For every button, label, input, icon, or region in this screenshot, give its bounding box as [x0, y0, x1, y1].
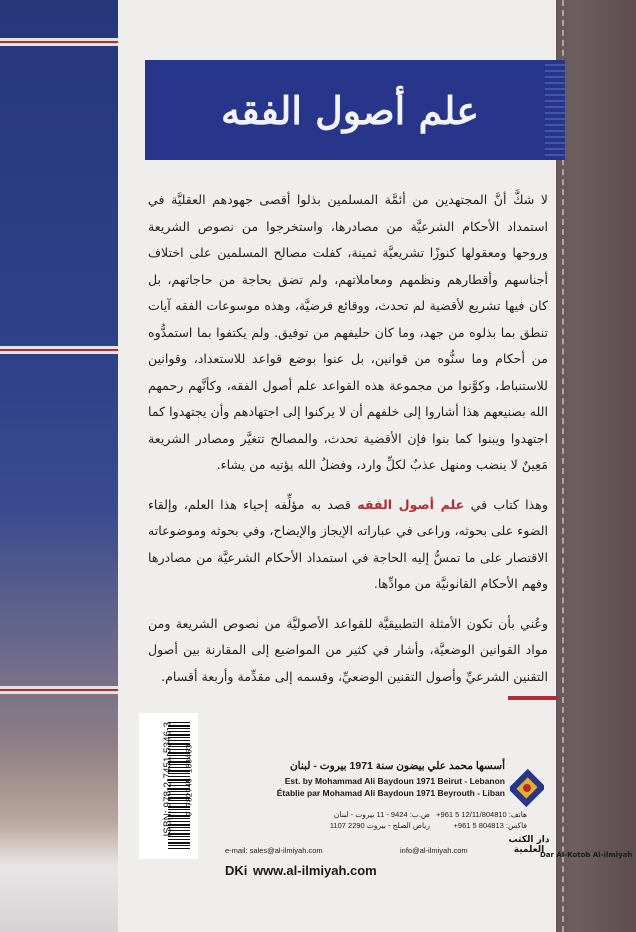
- barcode-digits: 9 782745 153463: [185, 744, 195, 817]
- book-title: علم أصول الفقه: [220, 87, 480, 133]
- website-text: www.al-ilmiyah.com: [252, 863, 377, 878]
- publisher-arabic-line: أسسها محمد علي بيضون سنة 1971 بيروت - لبنان: [289, 760, 505, 772]
- blurb-paragraph-3: وعُني بأن تكون الأمثلة التطبيقيَّة للقواعد الأصوليَّة من نصوص الشريعة ومن مواد القوانين الوضعيَّة، وأشار في كثير من المواضيع إلى المقارنة بين أصول التقنين الشرعيِّ وأصول التقنين الوضعيِّ، وقسمه إلى مقدِّمة وأربعة أقسام.: [148, 615, 548, 684]
- publisher-french-line: Établie par Mohamad Ali Baydoun 1971 Beyrouth - Liban: [276, 788, 505, 798]
- publisher-fax: فاكس: 804813 5 961+: [453, 821, 527, 830]
- spine-stripe-bottom: [0, 686, 118, 694]
- blue-spine-band: [0, 0, 118, 932]
- blurb-text: [148, 187, 548, 703]
- blurb-p2-start: وهذا كتاب في: [464, 496, 548, 512]
- publisher-email: e-mail: sales@al-ilmiyah.com: [225, 846, 323, 855]
- publisher-web-line: [225, 858, 377, 881]
- publisher-address-2: رياض الصلح - بيروت 2290 1107: [329, 821, 430, 830]
- dki-logo-text: DKi: [225, 863, 248, 878]
- spine-stripe-top: [0, 38, 118, 46]
- publisher-name-arabic: دار الكتب العلمية: [508, 835, 550, 855]
- blurb-paragraph-1: لا شكَّ أنَّ المجتهدين من أئمَّة المسلمين بذلوا أقصى جهودهم العقليَّة في استمداد الأحكام الشرعيَّة من مصادرها، واستخرجوا من نصوص الشريعة وروحها ومعقولها كنوزًا تشريعيَّة ثمينة، كفلت مصالح المسلمين على اختلاف أجناسهم وأقطارهم ونظمهم ومعاملاتهم، ولم تضق بحاجة من حاجاتهم، بل كان فيها تشريع لأقضية لم تحدث، ووقائع فرضيَّة، وهذه موسوعات الفقه آيات تنطق بما بذلوه من جهد، وما كان حليفهم من توفيق. ولم يكتفوا بما استمدُّوه من أحكام وما سنُّوه من قوانين، بل عنوا بوضع قواعد للاستعداد، وقوانين للاستنباط، وكوَّنوا من مجموعة هذه القواعد علم أصول الفقه، وكأنَّهم رحمهم الله بصنيعهم هذا أشاروا إلى خلفهم أن لا يركنوا إلى اجتهادهم وأن يجتهدوا كما اجتهدوا ويبنوا كما بنوا فإن الأقضية تحدث، والمصالح تتغيَّر ومصادر الشريعة مَعِينٌ لا ينضب ومنهل عذبٌ لكلِّ وارد، وفضلُ الله يؤتيه من يشاء.: [148, 192, 548, 472]
- isbn-text: ISBN: 978-2-7451-5346-3: [162, 721, 174, 837]
- publisher-logo-icon: [510, 768, 544, 808]
- publisher-address-1: ص.ب: 9424 - 11 بيروت - لبنان: [333, 810, 430, 819]
- publisher-info-email: info@al-ilmiyah.com: [400, 846, 468, 855]
- red-rule-divider: [508, 696, 558, 700]
- blurb-paragraph-2: [148, 492, 548, 598]
- publisher-english-line: Est. by Mohammad Ali Baydoun 1971 Beirut - Lebanon: [284, 776, 505, 786]
- spine-stripe-middle: [0, 346, 118, 354]
- highlighted-title: علم أصول الفقه: [357, 496, 465, 512]
- publisher-name-english: Dar Al-Kotob Al-ilmiyah: [540, 851, 633, 859]
- blurb-p2-end: قصد به مؤلِّفه إحياء هذا العلم، وإلقاء الضوء على بحوثه، وراعى في عباراته الإيجاز والإيضاح، وفي بحوثه وموضوعاته الاقتصار على ما تمسُّ إليه الحاجة في استمداد الأحكام الشرعيَّة من مصادرها وفهم الأحكام القانونيَّة من موادِّها.: [148, 496, 548, 591]
- publisher-tel: هاتف: 12/11/804810 5 961+: [436, 810, 527, 819]
